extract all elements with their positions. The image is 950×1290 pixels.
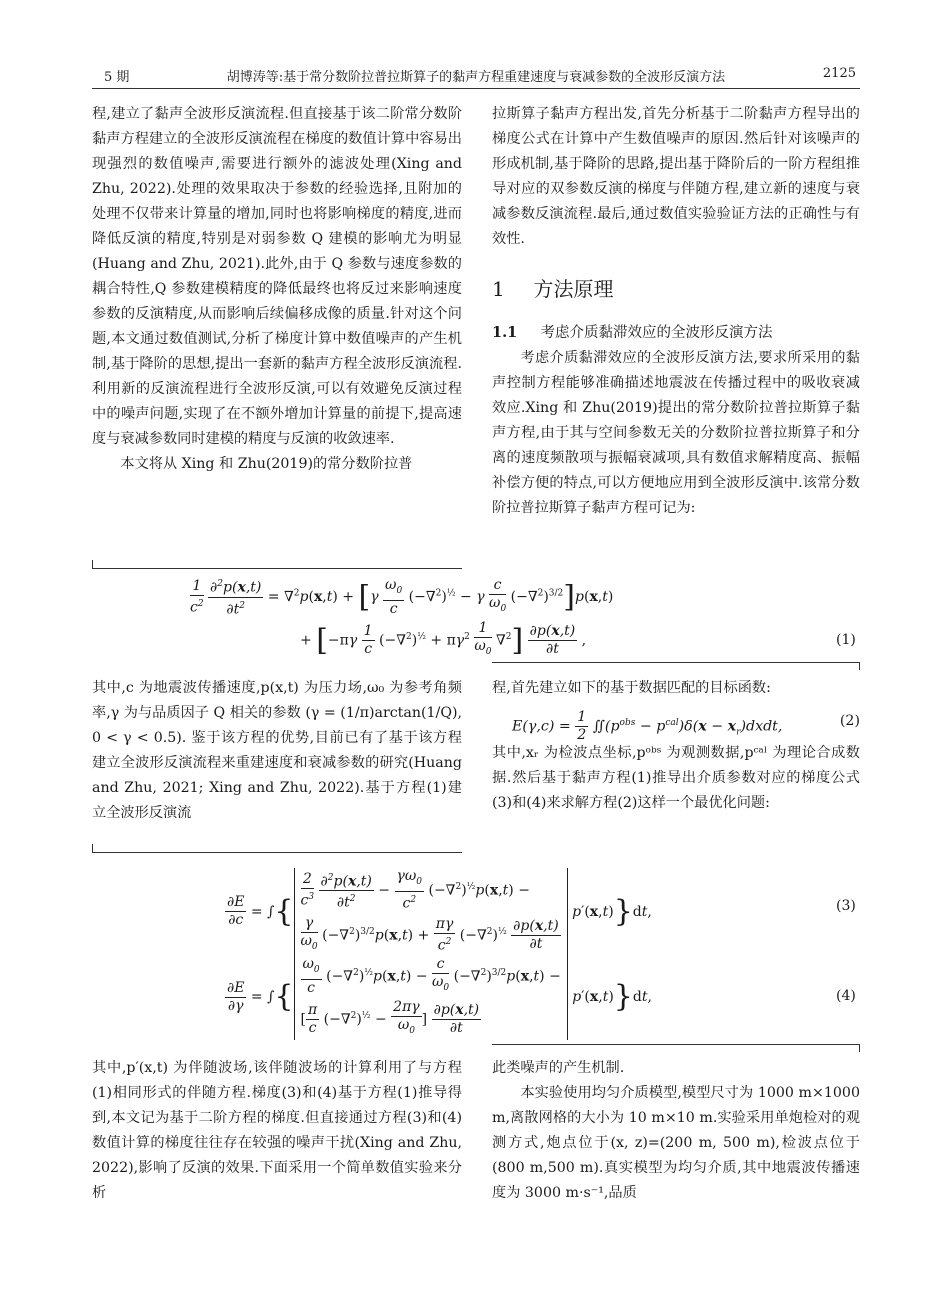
rule-tick (92, 560, 93, 568)
left-column-bottom (92, 1056, 462, 1206)
right-column-mid (492, 676, 860, 816)
equation-number: (2) (839, 713, 860, 729)
running-header (92, 62, 860, 89)
subsection-title: 考虑介质黏滞效应的全波形反演方法 (540, 325, 773, 341)
equation-1-line-1: $\frac{1}{c^2}$ $\frac{\partial^2p(x,t)}{\partial t^2}$ = ∇$^2$p(x,t) + [γ $\frac{\omega_0}{c}$ $(-\nabla^2)^{\frac{1}{2}} - \gamma$ $\frac{c}{\omega_0}$ $(-\nabla^2)^{3/2}]p(x,t)$ (190, 576, 614, 618)
rule-tick (92, 844, 93, 852)
equation-rule-bottom (492, 662, 860, 663)
subsection-number: 1.1 (492, 324, 518, 341)
equation-1-line-2: + [−πγ $\frac{1}{c}$ $(-\nabla^2)^{\frac{1}{2}} + \pi\gamma^2$ $\frac{1}{\omega_0}$ ∇$^2$] $\frac{\partial p(x,t)}{\partial t}$ , (300, 620, 587, 658)
section-title: 方法原理 (533, 277, 614, 301)
inline-formula: (γ = (1/π)arctan(1/Q), 0 < γ < 0.5). (92, 705, 463, 746)
equation-4: $\frac{\partial E}{\partial\gamma}$ = ∫{ $\frac{\omega_0}{c}$ $(-\nabla^2)^{\frac{1}{2}}p(x,t)$ − $\frac{c}{\omega_0}$ $(-\nabla^2)^{3/2}p(x,t)$ − [ $\frac{\pi}{c}$ $(-\nabla^2)^{\frac{1}{2}}$ − $\frac{2\pi\gamma}{\omega_0}$ ] $\frac{\partial p(x,t)}{\partial t}$ p′(x,t)}dt, (225, 954, 652, 1040)
issue-label: 5 期 (104, 70, 130, 85)
section-number: 1 (492, 277, 505, 301)
equation-3: $\frac{\partial E}{\partial c}$ = ∫{ $\frac{2}{c^3}$ $\frac{\partial^2p(x,t)}{\partial t^2}$ − $\frac{\gamma\omega_0}{c^2}$ $(-\nabla^2)^{\frac{1}{2}}p(x,t)$ − $\frac{\gamma}{\omega_0}$ $(-\nabla^2)^{3/2}p(x,t)$ + $\frac{\pi\gamma}{c^2}$ $(-\nabla^2)^{\frac{1}{2}}$ $\frac{\partial p(x,t)}{\partial t}$ p′(x,t)}dt, (225, 868, 652, 956)
equation-rule-top (92, 852, 462, 853)
paragraph-text: 其中,c 为地震波传播速度,p(x,t) 为压力场,ω₀ 为参考角频率,γ 为与品质因子 Q 相关的参数 (92, 680, 462, 721)
paragraph: 本实验使用均匀介质模型,模型尺寸为 1000 m×1000 m,离散网格的大小为 10 m×10 m.实验采用单炮检对的观测方式,炮点位于(x, z)=(200 m, 500 m),检波点位于(800 m,500 m).真实模型为均匀介质,其中地震波传播速度为 3000 m·s⁻¹,品质 (492, 1085, 860, 1201)
left-column-mid (92, 676, 462, 826)
equation-number: (1) (836, 632, 856, 648)
left-column-top (92, 102, 462, 477)
rule-tick (859, 1044, 860, 1052)
running-title: 胡博涛等:基于常分数阶拉普拉斯算子的黏声方程重建速度与衰减参数的全波形反演方法 (226, 70, 726, 85)
paragraph: 程,建立了黏声全波形反演流程.但直接基于该二阶常分数阶黏声方程建立的全波形反演流程在梯度的数值计算中容易出现强烈的数值噪声,需要进行额外的滤波处理(Xing and Zhu, 2022).处理的效果取决于参数的经验选择,且附加的处理不仅带来计算量的增加,同时也将影响梯度的精度,进而降低反演的精度,特别是对弱参数 Q 建模的影响尤为明显(Huang and Zhu, 2021).此外,由于 Q 参数与速度参数的耦合特性,Q 参数建模精度的降低最终也将反过来影响速度参数的反演精度,从而影响后续偏移成像的质量.针对这个问题,本文通过数值测试,分析了梯度计算中数值噪声的产生机制,基于降阶的思想,提出一套新的黏声方程全波形反演流程.利用新的反演流程进行全波形反演,可以有效避免反演过程中的噪声问题,实现了在不额外增加计算量的前提下,提高速度与衰减参数同时建模的精度与反演的收敛速率. (92, 106, 462, 447)
paragraph (92, 676, 462, 826)
paragraph-text: 鉴于该方程的优势,目前已有了基于该方程建立全波形反演流程来重建速度和衰减参数的研究(Huang and Zhu, 2021; Xing and Zhu, 2022).基于方程(1)建立全波形反演流 (92, 730, 462, 821)
paragraph: 拉斯算子黏声方程出发,首先分析基于二阶黏声方程导出的梯度公式在计算中产生数值噪声的原因.然后针对该噪声的形成机制,基于降阶的思路,提出基于降阶后的一阶方程组推导对应的双参数反演的梯度与伴随方程,建立新的速度与衰减参数反演流程.最后,通过数值实验验证方法的正确性与有效性. (492, 106, 860, 247)
paragraph: 本文将从 Xing 和 Zhu(2019)的常分数阶拉普 (120, 456, 413, 472)
right-column-bottom (492, 1056, 860, 1206)
right-column-top (492, 102, 860, 521)
equation-2: E(γ,c) = $\frac{1}{2}$ $∬(p^{obs} - p^{cal})\delta(x$ − $x_r)dxdt$, (2) (512, 709, 860, 743)
page-number: 2125 (822, 66, 856, 81)
paragraph: 其中,p′(x,t) 为伴随波场,该伴随波场的计算利用了与方程(1)相同形式的伴随方程.梯度(3)和(4)基于方程(1)推导得到,本文记为基于二阶方程的梯度.但直接通过方程(3)和(4)数值计算的梯度往往存在较强的噪声干扰(Xing and Zhu, 2022),影响了反演的效果.下面采用一个简单数值实验来分析 (92, 1060, 462, 1201)
section-heading (492, 274, 860, 304)
paragraph: 其中,xᵣ 为检波点坐标,pᵒᵇˢ 为观测数据,pᶜᵃˡ 为理论合成数据.然后基于黏声方程(1)推导出介质参数对应的梯度公式(3)和(4)来求解方程(2)这样一个最优化问题: (492, 745, 860, 811)
paragraph: 程,首先建立如下的基于数据匹配的目标函数: (492, 680, 771, 696)
paragraph: 考虑介质黏滞效应的全波形反演方法,要求所采用的黏声控制方程能够准确描述地震波在传播过程中的吸收衰减效应.Xing 和 Zhu(2019)提出的常分数阶拉普拉斯算子黏声方程,由于其与空间参数无关的分数阶拉普拉斯算子和分离的速度频散项与振幅衰减项,具有数值求解精度高、振幅补偿方便的特点,可以方便地应用到全波形反演中.该常分数阶拉普拉斯算子黏声方程可记为: (492, 350, 860, 516)
equation-number: (3) (836, 898, 856, 914)
paragraph: 此类噪声的产生机制. (492, 1060, 625, 1076)
equation-rule-bottom (492, 1044, 860, 1045)
rule-tick (859, 662, 860, 670)
equation-rule-top (92, 568, 462, 569)
subsection-heading (492, 320, 860, 346)
equation-number: (4) (836, 988, 856, 1004)
